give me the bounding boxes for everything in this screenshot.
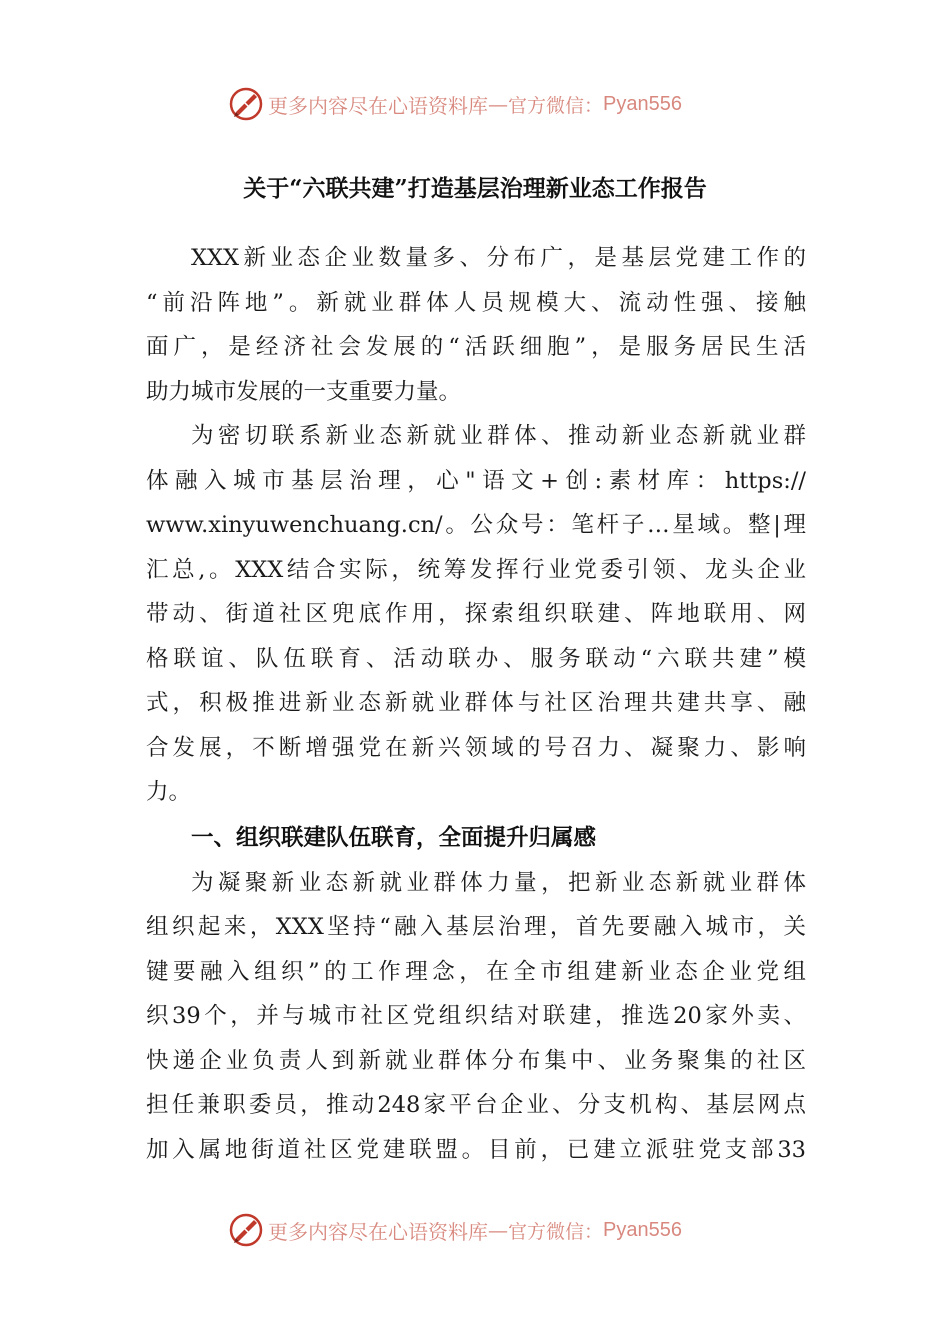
header-banner: [228, 84, 788, 124]
text-line: 为密切联系新业态新就业群体、推动新业态新就业群: [191, 423, 806, 449]
text-line: XXX新业态企业数量多、分布广，是基层党建工作的: [191, 245, 806, 271]
banner-text: 更多内容尽在心语资料库: [268, 1219, 488, 1244]
text-line: 式，积极推进新业态新就业群体与社区治理共建共享、融: [146, 690, 806, 716]
text-line: 格联谊、队伍联育、活动联办、服务联动“六联共建”模: [146, 645, 806, 672]
text-line: 担任兼职委员，推动248家平台企业、分支机构、基层网点: [146, 1092, 806, 1118]
banner-separator: —: [488, 1218, 508, 1242]
pen-logo-icon: [228, 1212, 264, 1248]
text-line: 快递企业负责人到新就业群体分布集中、业务聚集的社区: [146, 1047, 806, 1074]
section-heading-1: 一、组织联建队伍联育，全面提升归属感: [191, 824, 597, 851]
text-line: 加入属地街道社区党建联盟。目前，已建立派驻党支部33: [146, 1136, 806, 1163]
text-line: “前沿阵地”。新就业群体人员规模大、流动性强、接触: [146, 289, 806, 316]
paragraph-1: [146, 236, 806, 414]
text-line: 带动、街道社区兜底作用，探索组织联建、阵地联用、网: [146, 601, 806, 627]
text-line: 键要融入组织”的工作理念，在全市组建新业态企业党组: [146, 958, 806, 985]
text-line: 合发展，不断增强党在新兴领域的号召力、凝聚力、影响: [146, 734, 806, 761]
document-title: 关于“六联共建”打造基层治理新业态工作报告: [243, 175, 707, 202]
paragraph-2: [146, 414, 806, 815]
text-line: 力。: [146, 779, 192, 805]
footer-banner: [228, 1210, 788, 1250]
banner-separator: —: [488, 92, 508, 116]
text-line: 为凝聚新业态新就业群体力量，把新业态新就业群体: [191, 869, 806, 896]
text-line: 组织起来，XXX坚持“融入基层治理，首先要融入城市，关: [146, 914, 806, 940]
document-body: [146, 236, 806, 1172]
banner-wechat-label: 官方微信：: [508, 1220, 604, 1243]
text-line: 助力城市发展的一支重要力量。: [146, 378, 462, 405]
text-line: 汇总,。XXX结合实际，统筹发挥行业党委引领、龙头企业: [146, 556, 806, 583]
banner-wechat-id: Pyan556: [603, 1218, 682, 1241]
banner-wechat-label: 官方微信：: [508, 94, 604, 117]
text-line: 面广，是经济社会发展的“活跃细胞”，是服务居民生活: [146, 334, 806, 360]
paragraph-3: [146, 861, 806, 1173]
banner-wechat-id: Pyan556: [603, 92, 682, 115]
text-line: 织39个，并与城市社区党组织结对联建，推选20家外卖、: [146, 1003, 806, 1029]
text-line: 体融入城市基层治理，心"语文+创:素材库：https://: [146, 467, 806, 494]
text-line: www.xinyuwenchuang.cn/。公众号：笔杆子…星域。整|理: [146, 512, 806, 538]
pen-logo-icon: [228, 86, 264, 122]
banner-text: 更多内容尽在心语资料库: [268, 93, 488, 118]
